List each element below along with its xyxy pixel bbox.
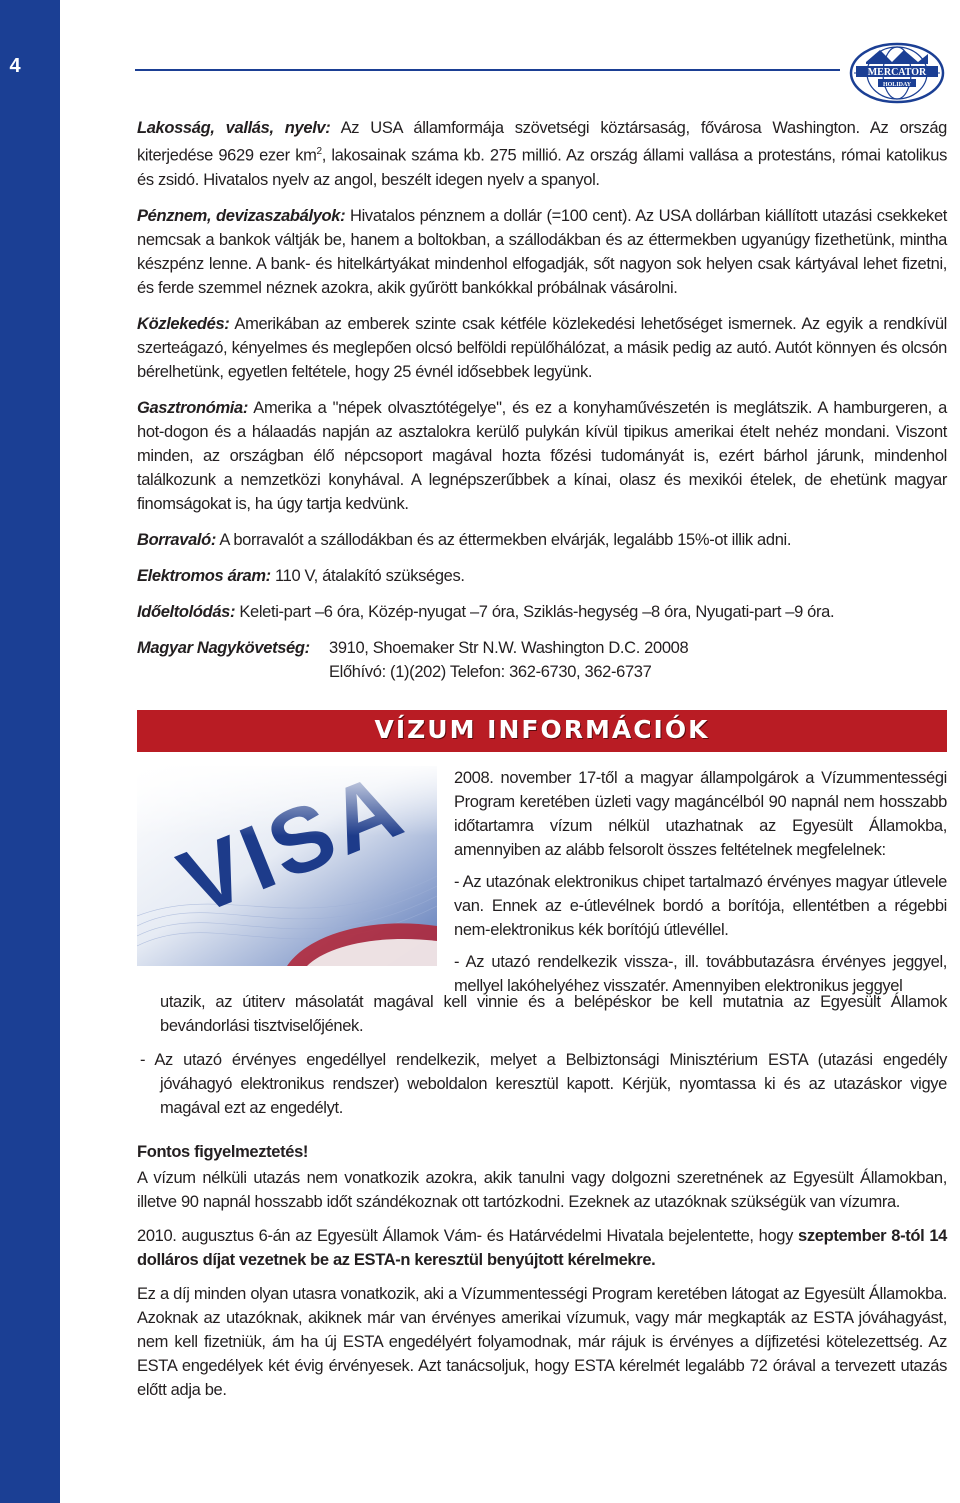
warning-block [137,1140,947,1412]
visa-intro-block [454,766,947,998]
text-gasztronomia: Amerika a "népek olvasztótégelye", és ez a konyhaművészetén is meglátszik. A hamburgeren, a hot-dogon és a hálaadás napján az asztalokra kerülő pulykán kívül tipikus amerikai ételt nehéz mondani. Viszont minden, az országban élő népcsoport magával hozta főzési tudományát is, ezért bárhol járunk, mindenhol találkozunk a nemzetközi konyhával. A legnépszerűbbek a kínai, olasz és mexikói ételek, de ehetünk magyar finomságokat is, ha úgy tartja kedvünk. [137,398,947,513]
warning-paragraph-2 [137,1224,947,1272]
text-lakossag-a: Az USA államformája szövetségi köztársaság, fővárosa Washington. Az ország kiterjedése 9629 ezer km [137,119,947,165]
text-lakossag-sup: 2 [316,146,322,157]
sidebar-stripe [0,0,60,1503]
text-kozlekedes: Amerikában az emberek szinte csak kétféle közlekedési lehetőséget ismernek. Az egyik a rendkívül szerteágazó, kényelmes és meglepően olcsó belföldi repülőhálózat, a másik pedig az autó. Autót könnyen és olcsón bérelhetünk, egyetlen feltétele, hogy 25 évnél idősebbek legyünk. [137,314,947,381]
section-borravalo [137,528,947,552]
embassy-address [329,636,688,684]
logo-text-top: MERCATOR [867,67,927,78]
visa-condition-1: - Az utazónak elektronikus chipet tartalmazó érvényes magyar útlevele van. Ennek az e-útlevélnek bordó a borítója, ellentétben a régebbi nem-elektronikus kék borítójú útlevéllel. [454,873,947,939]
label-borravalo: Borravaló: [137,530,217,549]
visa-photo [137,766,437,966]
section-kozlekedes [137,312,947,384]
visa-condition-2b: utazik, az útiterv másolatát magával kell vinnie és a belépéskor be kell mutatnia az Egyesült Államok bevándorlási tisztviselőjének. [160,993,947,1035]
label-lakossag: Lakosság, vallás, nyelv: [137,119,331,137]
text-lakossag-b: , lakosainak száma kb. 275 millió. Az ország állami vallása a protestáns, római katolikus és zsidó. Hivatalos nyelv az angol, beszélt idegen nyelv a spanyol. [137,146,947,189]
warning-title: Fontos figyelmeztetés! [137,1143,309,1161]
header-rule [135,69,840,71]
section-idoeltolodas [137,600,947,624]
text-idoeltolodas: Keleti-part –6 óra, Közép-nyugat –7 óra, Sziklás-hegység –8 óra, Nyugati-part –9 óra. [235,602,835,621]
label-gasztronomia: Gasztronómia: [137,398,248,417]
visa-condition-3: - Az utazó érvényes engedéllyel rendelkezik, melyet a Belbiztonsági Minisztérium ESTA (utazási engedély jóváhagyó elektronikus rendszer) weboldalon keresztül kapott. Kérjük, nyomtassa ki és az utazáskor vigye magával ezt az engedélyt. [140,1051,947,1117]
text-borravalo: A borravalót a szállodákban és az éttermekben elvárják, legalább 15%-ot illik adni. [216,530,792,549]
logo-text-bottom: HOLIDAY [882,82,912,88]
text-aram: 110 V, átalakító szükséges. [270,566,465,585]
page-number: 4 [9,55,21,77]
travel-info [137,116,947,684]
label-nagykovetseg: Magyar Nagykövetség: [137,638,310,657]
section-lakossag [137,116,947,192]
mercator-logo [848,42,946,104]
label-kozlekedes: Közlekedés: [137,314,230,333]
visa-banner-title: VÍZUM INFORMÁCIÓK [137,710,947,752]
section-aram [137,564,947,588]
visa-condition-2a: - Az utazó rendelkezik vissza-, ill. továbbutazásra érvényes jeggyel, mellyel lakóhelyéhez visszatér. Amennyiben elektronikus jeggyel [454,953,947,995]
warning-p2-bold: szeptember 8-tól 14 dolláros díjat vezetnek be az ESTA-n keresztül benyújtott kérelmekre. [137,1227,947,1269]
text-penznem: Hivatalos pénznem a dollár (=100 cent). Az USA dollárban kiállított utazási csekkeket nemcsak a bankok váltják be, hanem a boltokban, a szállodákban és az éttermekben ugyanúgy fizethetünk, mintha készpénz lenne. A bank- és hitelkártyákat mindenhol elfogadják, sőt nagyon sok helyen csak kártyával lehet fizetni, és ferde szemmel néznek azokra, akik gyűrött bankókkal próbálnak vásárolni. [137,206,948,297]
warning-paragraph-3: Ez a díj minden olyan utasra vonatkozik, aki a Vízummentességi Program keretében látogat az Egyesült Államokba. Azoknak az utazóknak, akiknek már van érvényes amerikai vízumuk, vagy már megkapták az ESTA jóváhagyást, nem kell fizetniük, ám ha új ESTA engedélyért folyamodnak, már rájuk is érvényes a díjfizetési kötelezettség. Az ESTA engedélyek két évig érvényesek. Azt tanácsoljuk, hogy ESTA kérelmét legalább 72 órával a tervezett utazás előtt adja be. [137,1285,947,1399]
warning-p2-text: 2010. augusztus 6-án az Egyesült Államok Vám- és Határvédelmi Hivatala bejelentette, hogy [137,1227,799,1245]
section-nagykovetseg [137,636,947,684]
label-idoeltolodas: Időeltolódás: [137,602,236,621]
label-penznem: Pénznem, devizaszabályok: [137,206,346,225]
section-penznem [137,204,947,300]
section-gasztronomia [137,396,947,516]
warning-paragraph-1: A vízum nélküli utazás nem vonatkozik azokra, akik tanulni vagy dolgozni szeretnének az Egyesült Államokban, illetve 90 napnál hosszabb időt szándékoznak ott tartózkodni. Ezeknek az utazóknak szükségük van vízumra. [137,1169,947,1211]
visa-continued [140,990,947,1130]
label-aram: Elektromos áram: [137,566,271,585]
embassy-line2: Előhívó: (1)(202) Telefon: 362-6730, 362-6737 [329,662,652,681]
embassy-line1: 3910, Shoemaker Str N.W. Washington D.C. 20008 [329,638,689,657]
visa-intro: 2008. november 17-től a magyar állampolgárok a Vízummentességi Program keretében üzleti vagy magáncélból 90 napnál nem hosszabb időtartamra vízum nélkül utazhatnak az Egyesült Államokba, amennyiben az alább felsorolt összes feltételnek megfelelnek: [454,769,947,859]
